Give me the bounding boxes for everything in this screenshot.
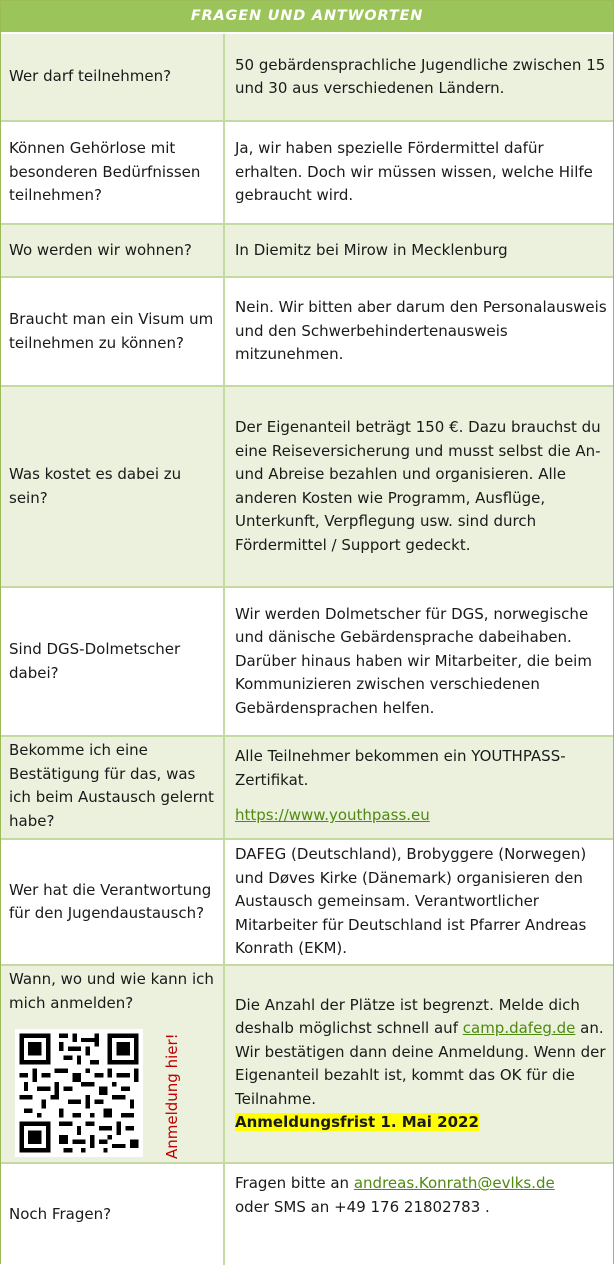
question-cell: Bekomme ich eine Bestätigung für das, was ich beim Austausch gelernt habe? [1, 737, 225, 838]
contact-pre: Fragen bitte an [235, 1174, 354, 1192]
registration-link[interactable]: camp.dafeg.de [462, 1019, 576, 1037]
answer-text: DAFEG (Deutschland), Brobyggere (Norwegen) und Døves Kirke (Dänemark) organisieren den Austausch gemeinsam. Verantwortlicher Mitarbeiter für Deutschland ist Pfarrer Andreas Konrath (EKM). [235, 845, 587, 958]
question-cell [1, 966, 225, 1162]
answer-cell [225, 225, 613, 276]
question-cell: Braucht man ein Visum um teilnehmen zu können? [1, 278, 225, 385]
answer-cell [225, 966, 613, 1162]
answer-text-post: an. Wir bestätigen dann deine Anmeldung. Wenn der Eigenanteil bezahlt ist, kommt das OK für die Teilnahme. [235, 1019, 606, 1108]
question-cell: Sind DGS-Dolmetscher dabei? [1, 588, 225, 735]
answer-cell [225, 278, 613, 385]
answer-cell [225, 588, 613, 735]
faq-row [1, 840, 613, 966]
answer-text: Alle Teilnehmer bekommen ein YOUTHPASS-Zertifikat. [235, 747, 566, 789]
answer-text-pre: Die Anzahl der Plätze ist begrenzt. Melde dich deshalb möglichst schnell auf [235, 995, 580, 1037]
faq-row [1, 225, 613, 278]
answer-cell [225, 840, 613, 964]
question-cell: Wer darf teilnehmen? [1, 34, 225, 120]
answer-text [235, 994, 607, 1112]
faq-row [1, 278, 613, 387]
answer-text: 50 gebärdensprachliche Jugendliche zwischen 15 und 30 aus verschiedenen Ländern. [235, 55, 606, 97]
question-cell: Was kostet es dabei zu sein? [1, 387, 225, 586]
faq-row [1, 1164, 613, 1265]
faq-row [1, 122, 613, 225]
question-text: Wann, wo und wie kann ich mich anmelden? [9, 970, 214, 1012]
faq-row [1, 34, 613, 122]
answer-text: Nein. Wir bitten aber darum den Personalausweis und den Schwerbehindertenausweis mitzunehmen. [235, 298, 607, 364]
question-cell: Wer hat die Verantwortung für den Jugendaustausch? [1, 840, 225, 964]
question-cell: Können Gehörlose mit besonderen Bedürfnissen teilnehmen? [1, 122, 225, 223]
contact-sms: oder SMS an +49 176 21802783 . [235, 1197, 490, 1216]
answer-text: Der Eigenanteil beträgt 150 €. Dazu brauchst du eine Reiseversicherung und musst selbst die An- und Abreise bezahlen und organisieren. Alle anderen Kosten wie Programm, Ausflüge, Unterkunft, Verpflegung usw. sind durch Fördermittel / Support gedeckt. [235, 418, 601, 554]
faq-row [1, 588, 613, 737]
qr-label: Anmeldung hier! [163, 1033, 181, 1159]
faq-row [1, 387, 613, 588]
answer-text: Ja, wir haben spezielle Fördermittel dafür erhalten. Doch wir müssen wissen, welche Hilfe gebraucht wird. [235, 139, 593, 205]
answer-cell [225, 34, 613, 120]
deadline-text: Anmeldungsfrist 1. Mai 2022 [235, 1113, 479, 1131]
email-link[interactable]: andreas.Konrath@evlks.de [353, 1174, 555, 1192]
faq-row [1, 737, 613, 840]
answer-text: In Diemitz bei Mirow in Mecklenburg [235, 240, 508, 259]
answer-text: Wir werden Dolmetscher für DGS, norwegische und dänische Gebärdensprache dabeihaben. Darüber hinaus haben wir Mitarbeiter, die beim Kommunizieren zwischen verschiedenen Gebärdensprachen helfen. [235, 604, 592, 717]
faq-row [1, 966, 613, 1164]
answer-cell [225, 737, 613, 838]
youthpass-link[interactable]: https://www.youthpass.eu [235, 806, 430, 824]
answer-cell [225, 122, 613, 223]
answer-text [235, 1172, 607, 1196]
answer-cell [225, 1164, 613, 1265]
question-cell: Noch Fragen? [1, 1164, 225, 1265]
qr-code[interactable] [15, 1029, 143, 1157]
question-cell: Wo werden wir wohnen? [1, 225, 225, 276]
answer-cell [225, 387, 613, 586]
faq-header: FRAGEN UND ANTWORTEN [1, 1, 613, 34]
